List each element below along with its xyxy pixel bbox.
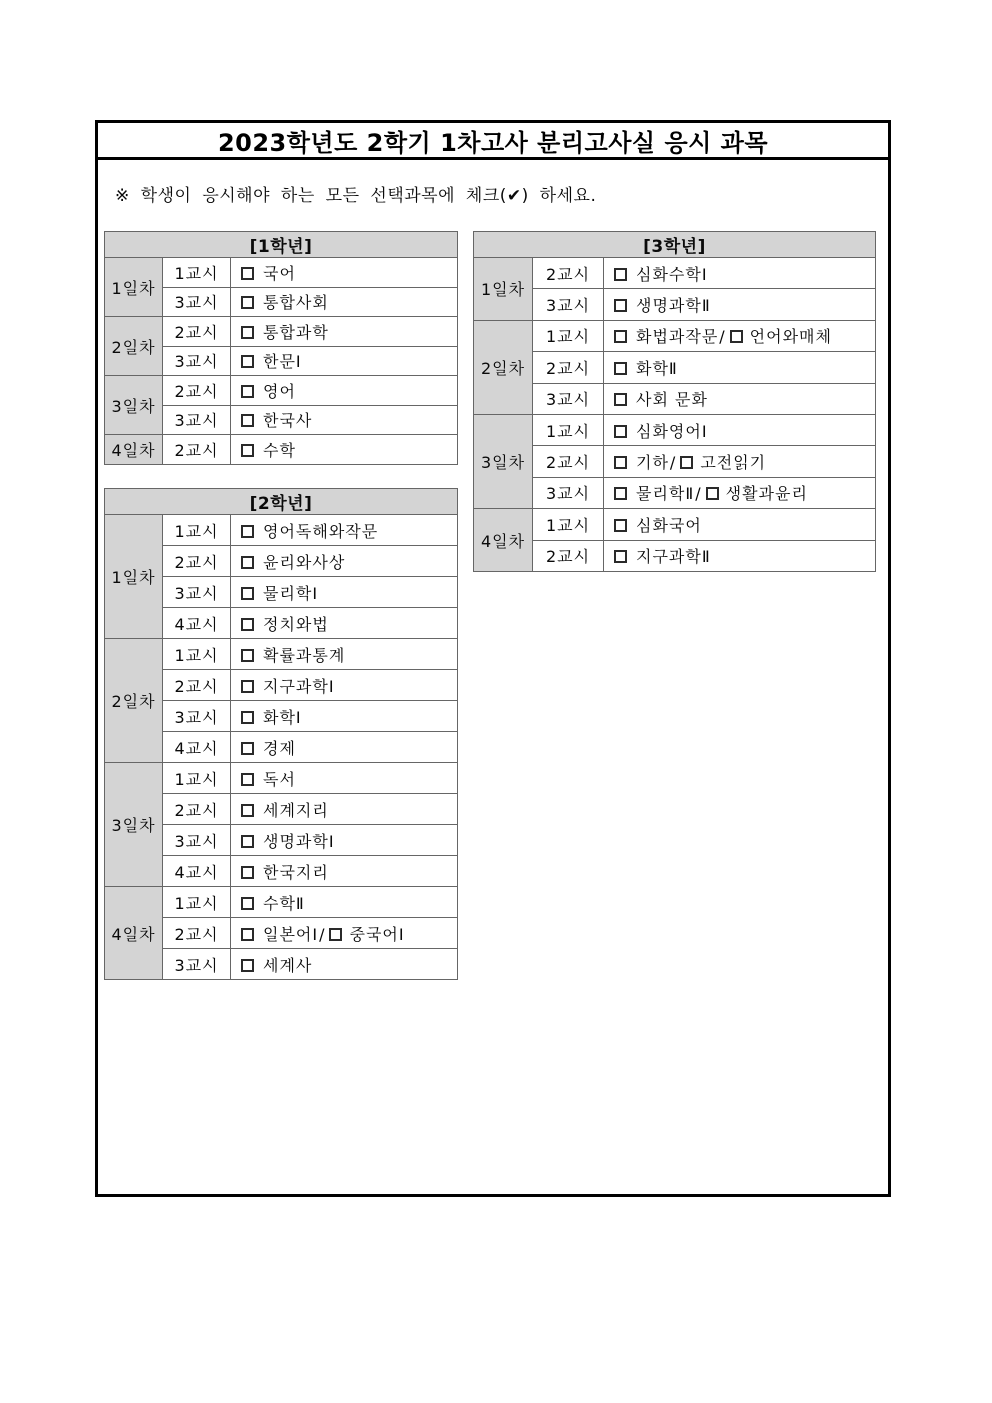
period-cell: 2교시 (163, 546, 231, 577)
subject-label: 생명과학Ⅰ (263, 831, 335, 851)
grade3-table-header: [3학년] (474, 232, 876, 258)
subject-label: 지구과학Ⅰ (263, 676, 335, 696)
checkbox-icon[interactable] (241, 326, 254, 339)
checkbox-icon[interactable] (241, 804, 254, 817)
period-cell: 3교시 (163, 405, 231, 435)
grade1-table (104, 231, 458, 465)
table-row (474, 352, 876, 383)
subject-label: 영어 (263, 381, 296, 401)
day-cell: 1일차 (474, 258, 533, 321)
checkbox-icon[interactable] (241, 355, 254, 368)
grade3-table (473, 231, 876, 572)
checkbox-icon[interactable] (241, 267, 254, 280)
subject-cell (604, 477, 876, 508)
period-cell: 3교시 (163, 701, 231, 732)
subject-label: 화법과작문 (636, 327, 719, 347)
subject-cell (604, 446, 876, 477)
subject-label: 경제 (263, 738, 296, 758)
checkbox-icon[interactable] (614, 362, 627, 375)
subject-cell (231, 435, 458, 465)
checkbox-icon[interactable] (241, 897, 254, 910)
day-cell: 3일차 (474, 414, 533, 508)
period-cell: 1교시 (163, 258, 231, 288)
checkbox-icon[interactable] (614, 487, 627, 500)
period-cell: 1교시 (163, 639, 231, 670)
checkbox-icon[interactable] (241, 618, 254, 631)
table-row (105, 258, 458, 288)
form-title-bar (98, 123, 888, 160)
checkbox-icon[interactable] (614, 330, 627, 343)
subject-label: 심화수학Ⅰ (636, 264, 708, 284)
day-cell: 4일차 (474, 509, 533, 572)
checkbox-icon[interactable] (329, 928, 342, 941)
subject-label: 한국지리 (263, 862, 329, 882)
checkbox-icon[interactable] (241, 649, 254, 662)
subject-cell (604, 320, 876, 351)
subject-cell (231, 732, 458, 763)
subject-cell (231, 670, 458, 701)
grade2-table (104, 488, 458, 980)
period-cell: 1교시 (163, 515, 231, 546)
day-cell: 3일차 (105, 763, 163, 887)
subject-label: 통합사회 (263, 293, 329, 313)
checkbox-icon[interactable] (241, 928, 254, 941)
checkbox-icon[interactable] (241, 959, 254, 972)
period-cell: 3교시 (163, 287, 231, 317)
period-cell: 3교시 (533, 383, 604, 414)
subject-label: 한문Ⅰ (263, 352, 302, 372)
period-cell: 1교시 (533, 414, 604, 445)
subject-cell (231, 949, 458, 980)
subject-cell (604, 289, 876, 320)
subject-label: 언어와매체 (749, 327, 832, 347)
table-row (105, 515, 458, 546)
period-cell: 3교시 (163, 825, 231, 856)
subject-cell (231, 608, 458, 639)
subject-separator: / (669, 453, 677, 473)
subject-separator: / (319, 924, 326, 944)
form-title: 2023학년도 2학기 1차고사 분리고사실 응시 과목 (217, 128, 769, 157)
day-cell: 3일차 (105, 376, 163, 435)
subject-cell (231, 763, 458, 794)
subject-cell (231, 918, 458, 949)
checkbox-icon[interactable] (706, 487, 719, 500)
day-cell: 4일차 (105, 887, 163, 980)
subject-cell (231, 825, 458, 856)
table-row (474, 477, 876, 508)
subject-cell (231, 287, 458, 317)
subject-label: 지구과학Ⅱ (636, 547, 711, 567)
table-header-row (105, 489, 458, 515)
period-cell: 2교시 (533, 258, 604, 289)
subject-label: 세계사 (263, 955, 313, 975)
checkbox-icon[interactable] (241, 835, 254, 848)
day-cell: 2일차 (105, 317, 163, 376)
subject-label: 영어독해와작문 (263, 521, 379, 541)
checkbox-icon[interactable] (614, 268, 627, 281)
period-cell: 1교시 (533, 509, 604, 540)
checkbox-icon[interactable] (241, 680, 254, 693)
subject-cell (231, 258, 458, 288)
day-cell: 1일차 (105, 515, 163, 639)
period-cell: 2교시 (163, 918, 231, 949)
subject-cell (604, 383, 876, 414)
checkbox-icon[interactable] (241, 556, 254, 569)
subject-label: 심화영어Ⅰ (636, 421, 708, 441)
grade2-table-header: [2학년] (105, 489, 458, 515)
checkbox-icon[interactable] (241, 385, 254, 398)
period-cell: 3교시 (163, 346, 231, 376)
subject-cell (231, 639, 458, 670)
table-row (474, 540, 876, 571)
table-row (105, 763, 458, 794)
period-cell: 2교시 (533, 352, 604, 383)
subject-label: 한국사 (263, 411, 313, 431)
subject-cell (231, 794, 458, 825)
subject-separator: / (695, 484, 702, 504)
subject-label: 통합과학 (263, 322, 329, 342)
subject-label: 생명과학Ⅱ (636, 296, 711, 316)
table-row (474, 383, 876, 414)
checkbox-icon[interactable] (241, 414, 254, 427)
subject-label: 수학Ⅱ (263, 893, 305, 913)
checkbox-icon[interactable] (614, 393, 627, 406)
subject-label: 사회 문화 (636, 390, 708, 410)
table-header-row (474, 232, 876, 258)
period-cell: 3교시 (533, 477, 604, 508)
table-row (105, 435, 458, 465)
subject-cell (231, 887, 458, 918)
checkbox-icon[interactable] (241, 587, 254, 600)
subject-label: 심화국어 (636, 515, 702, 535)
period-cell: 2교시 (163, 317, 231, 347)
subject-cell (231, 317, 458, 347)
subject-label: 윤리와사상 (263, 552, 346, 572)
table-row (474, 509, 876, 540)
checkbox-icon[interactable] (241, 742, 254, 755)
table-row (474, 320, 876, 351)
subject-cell (604, 540, 876, 571)
day-cell: 2일차 (105, 639, 163, 763)
checkbox-icon[interactable] (241, 525, 254, 538)
subject-label: 화학Ⅱ (636, 358, 678, 378)
checkbox-icon[interactable] (241, 866, 254, 879)
checkbox-icon[interactable] (241, 773, 254, 786)
period-cell: 3교시 (163, 577, 231, 608)
subject-cell (604, 258, 876, 289)
subject-label: 고전읽기 (700, 453, 767, 473)
day-cell: 4일차 (105, 435, 163, 465)
subject-label: 생활과윤리 (725, 484, 808, 504)
subject-label: 화학Ⅰ (263, 707, 302, 727)
checkbox-icon[interactable] (241, 711, 254, 724)
table-row (105, 376, 458, 406)
subject-cell (231, 701, 458, 732)
checkbox-icon[interactable] (614, 425, 627, 438)
checkbox-icon[interactable] (614, 456, 627, 469)
subject-label: 확률과통계 (263, 645, 346, 665)
subject-cell (604, 509, 876, 540)
subject-label: 독서 (263, 769, 296, 789)
period-cell: 3교시 (533, 289, 604, 320)
grade1-table-header: [1학년] (105, 232, 458, 258)
subject-label: 중국어Ⅰ (349, 924, 405, 944)
subject-cell (231, 405, 458, 435)
checkbox-icon[interactable] (680, 456, 693, 469)
period-cell: 2교시 (163, 435, 231, 465)
subject-cell (604, 352, 876, 383)
table-row (105, 639, 458, 670)
subject-separator: / (719, 327, 726, 347)
period-cell: 1교시 (163, 763, 231, 794)
period-cell: 4교시 (163, 732, 231, 763)
subject-cell (231, 577, 458, 608)
table-row (474, 289, 876, 320)
subject-cell (604, 414, 876, 445)
subject-cell (231, 346, 458, 376)
period-cell: 4교시 (163, 856, 231, 887)
day-cell: 1일차 (105, 258, 163, 317)
period-cell: 1교시 (533, 320, 604, 351)
checkbox-icon[interactable] (614, 550, 627, 563)
period-cell: 1교시 (163, 887, 231, 918)
period-cell: 2교시 (533, 446, 604, 477)
subject-label: 국어 (263, 263, 296, 283)
period-cell: 2교시 (163, 670, 231, 701)
period-cell: 2교시 (533, 540, 604, 571)
subject-cell (231, 856, 458, 887)
instruction-note: ※ 학생이 응시해야 하는 모든 선택과목에 체크(✔) 하세요. (115, 186, 597, 206)
checkbox-icon[interactable] (730, 330, 743, 343)
day-cell: 2일차 (474, 320, 533, 414)
subject-label: 정치와법 (263, 614, 329, 634)
period-cell: 3교시 (163, 949, 231, 980)
period-cell: 2교시 (163, 376, 231, 406)
period-cell: 4교시 (163, 608, 231, 639)
subject-cell (231, 376, 458, 406)
subject-label: 수학 (263, 440, 296, 460)
period-cell: 2교시 (163, 794, 231, 825)
table-row (105, 887, 458, 918)
checkbox-icon[interactable] (241, 444, 254, 457)
table-row (474, 414, 876, 445)
table-row (105, 317, 458, 347)
table-row (474, 446, 876, 477)
checkbox-icon[interactable] (241, 296, 254, 309)
table-header-row (105, 232, 458, 258)
subject-cell (231, 515, 458, 546)
subject-label: 세계지리 (263, 800, 329, 820)
subject-label: 물리학Ⅰ (263, 583, 319, 603)
subject-label: 일본어Ⅰ (263, 924, 319, 944)
subject-label: 기하 (636, 453, 669, 473)
checkbox-icon[interactable] (614, 299, 627, 312)
subject-cell (231, 546, 458, 577)
subject-label: 물리학Ⅱ (636, 484, 695, 504)
table-row (474, 258, 876, 289)
checkbox-icon[interactable] (614, 519, 627, 532)
